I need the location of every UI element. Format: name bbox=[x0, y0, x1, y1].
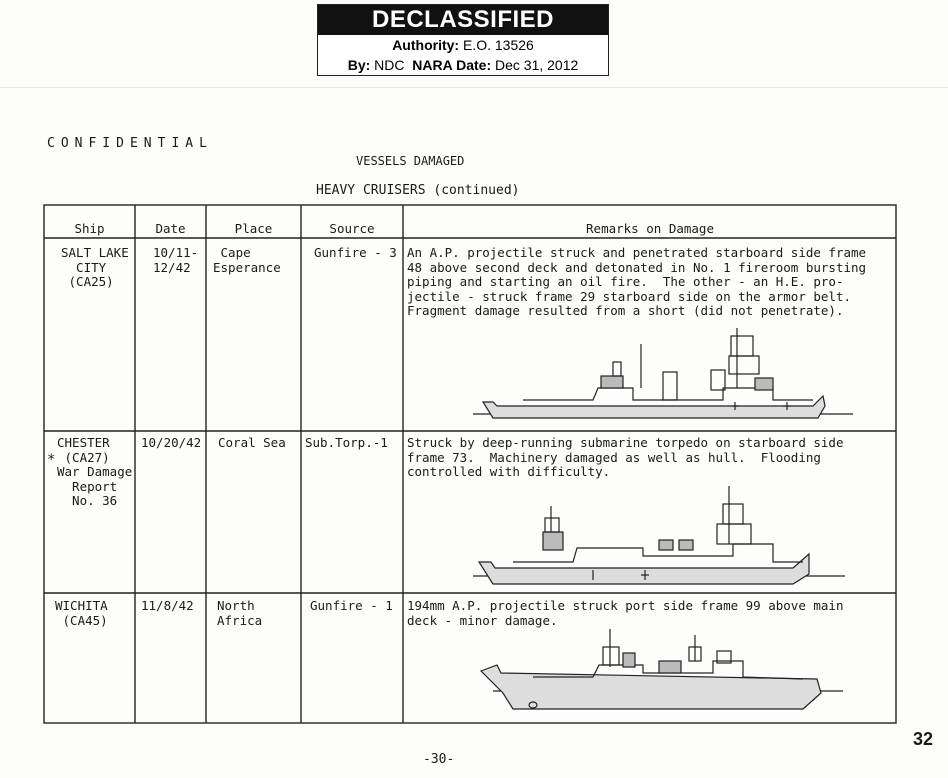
row1-ship: SALT LAKE CITY (CA25) bbox=[61, 245, 129, 289]
document-subtitle: HEAVY CRUISERS (continued) bbox=[316, 183, 520, 198]
stamp-nara-label: NARA Date: bbox=[412, 57, 492, 73]
row3-ship: WICHITA (CA45) bbox=[55, 598, 108, 628]
row2-remarks: Struck by deep-running submarine torpedo on starboard side frame 73. Machinery damaged as well as hull. Flooding controlled with difficulty. bbox=[407, 435, 844, 479]
row3-place: North Africa bbox=[217, 598, 263, 628]
row1-remarks: An A.P. projectile struck and penetrated starboard side frame 48 above second deck and detonated in No. 1 fireroom bursting piping and starting an oil fire. The other - an H.E. pro- jectile - struck frame 29 starboard side on the armor belt. Fragment damage resulted from a short (did not penetrate). bbox=[407, 245, 867, 318]
page-edge-rule bbox=[0, 87, 948, 88]
stamp-by-value: NDC bbox=[374, 57, 405, 73]
header-ship: Ship bbox=[74, 221, 105, 236]
row1-place: Cape Esperance bbox=[213, 245, 281, 275]
header-source: Source bbox=[329, 221, 375, 236]
row2-place: Coral Sea bbox=[218, 435, 286, 450]
row1-source: Gunfire - 3 bbox=[314, 245, 397, 260]
header-date: Date bbox=[155, 221, 186, 236]
stamp-authority bbox=[318, 35, 608, 55]
header-remarks: Remarks on Damage bbox=[586, 221, 714, 236]
damage-table bbox=[43, 202, 897, 724]
stamp-authority-value: E.O. 13526 bbox=[462, 37, 534, 53]
row2-date: 10/20/42 bbox=[141, 435, 202, 450]
stamp-nara-value: Dec 31, 2012 bbox=[495, 57, 579, 73]
asterisk-mark: * bbox=[47, 452, 56, 468]
ship-silhouette-chester bbox=[473, 484, 853, 589]
row3-date: 11/8/42 bbox=[141, 598, 194, 613]
stamp-authority-label: Authority: bbox=[392, 37, 460, 53]
page-number: -30- bbox=[423, 752, 455, 767]
row1-date: 10/11- 12/42 bbox=[153, 245, 199, 275]
row2-ship: CHESTER (CA27) War Damage Report No. 36 bbox=[57, 435, 133, 508]
classification-marking: CONFIDENTIAL bbox=[47, 136, 213, 151]
row3-source: Gunfire - 1 bbox=[310, 598, 393, 613]
row3-remarks: 194mm A.P. projectile struck port side frame 99 above main deck - minor damage. bbox=[407, 598, 844, 628]
ship-silhouette-wichita bbox=[473, 627, 853, 722]
header-place: Place bbox=[234, 221, 273, 236]
stamp-heading: DECLASSIFIED bbox=[318, 5, 608, 35]
sheet-number: 32 bbox=[913, 729, 934, 749]
ship-silhouette-salt-lake-city bbox=[473, 322, 853, 427]
document-title: VESSELS DAMAGED bbox=[356, 154, 465, 168]
row2-source: Sub.Torp.-1 bbox=[305, 435, 388, 450]
declassified-stamp bbox=[317, 4, 609, 76]
stamp-by-label: By: bbox=[347, 57, 371, 73]
stamp-by-line bbox=[318, 55, 608, 75]
